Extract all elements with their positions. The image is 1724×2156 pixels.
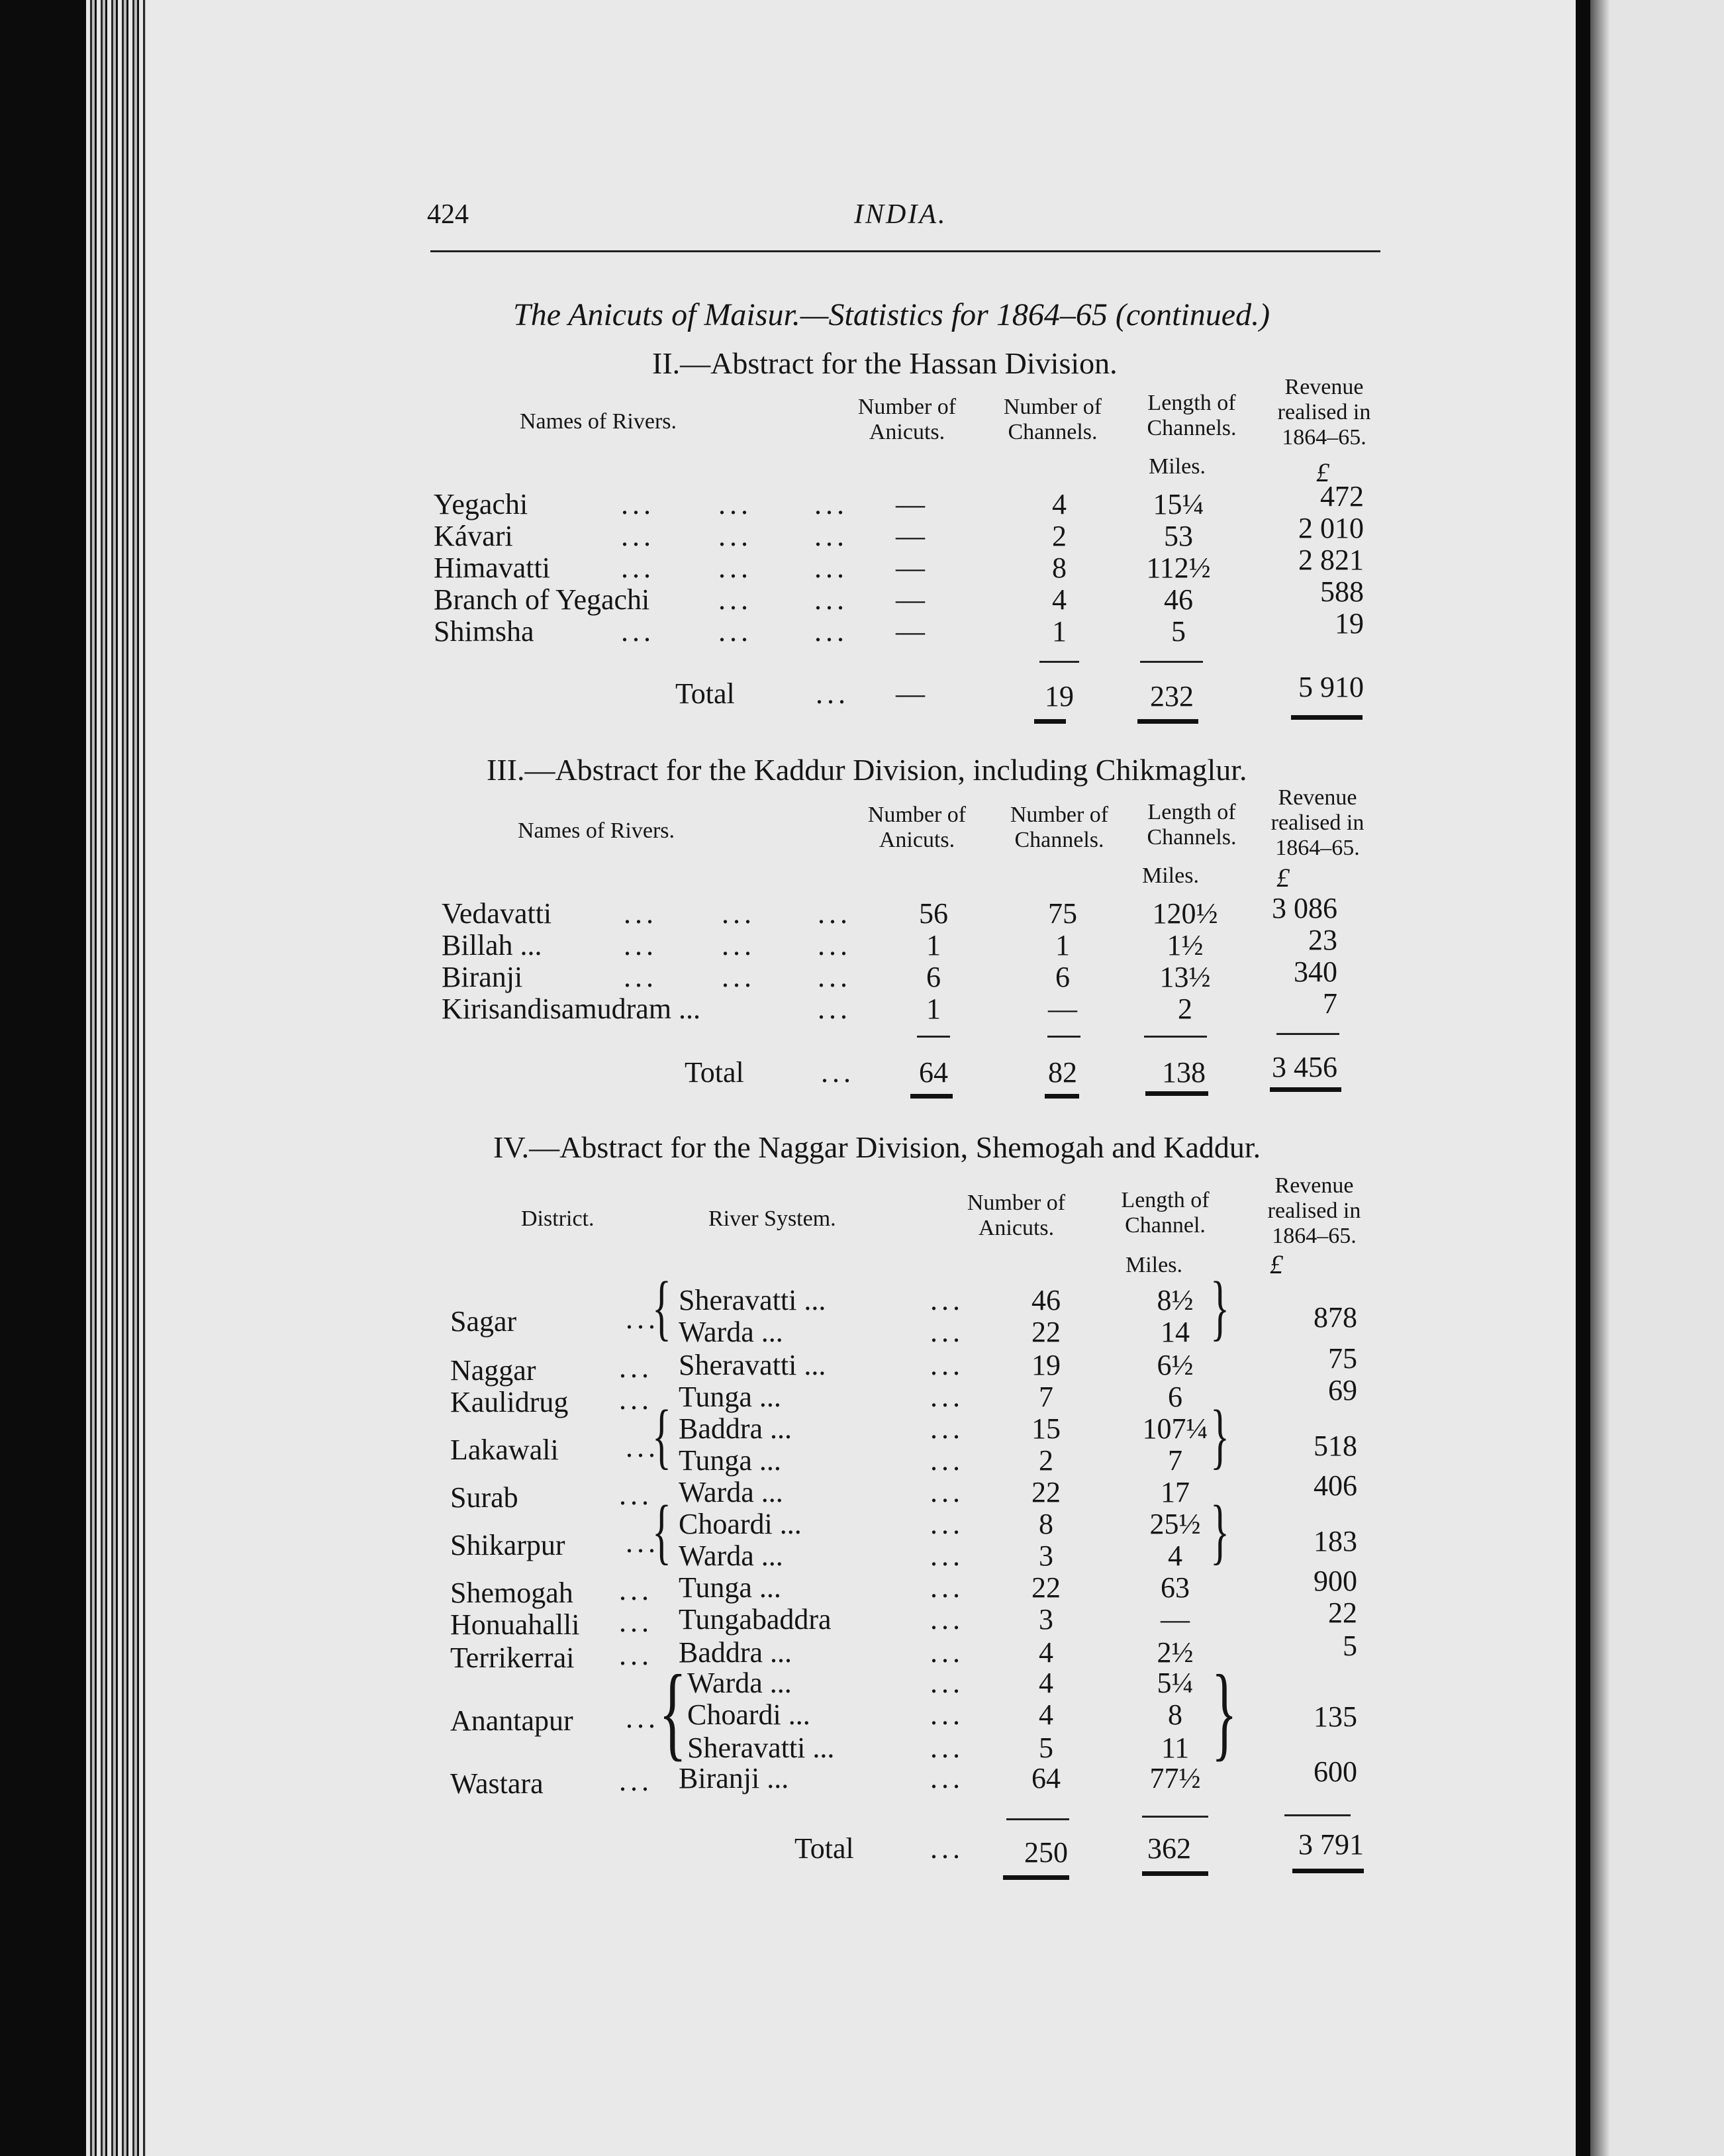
revenue-value: 472 <box>1320 480 1364 513</box>
district-name: Wastara <box>450 1767 544 1800</box>
section3-col-names: Names of Rivers. <box>518 818 675 843</box>
river-system: Baddra ... <box>679 1412 792 1445</box>
section3-total-anicuts: 64 <box>919 1056 948 1089</box>
left-brace: { <box>652 1491 672 1571</box>
section3-rule-anicuts <box>917 1036 950 1038</box>
anicut-count: 22 <box>1031 1316 1061 1348</box>
section2-dbl-channels <box>1034 719 1066 724</box>
river-name: Billah ... <box>442 929 542 961</box>
dot-leader: ... <box>718 488 752 520</box>
channel-length: 77½ <box>1149 1762 1201 1794</box>
right-brace: } <box>1210 1267 1230 1348</box>
anicut-count: — <box>896 520 925 552</box>
section3-col-length: Length of Channels. <box>1147 800 1237 850</box>
dot-leader: ... <box>718 552 752 584</box>
river-system: Tungabaddra <box>679 1603 832 1636</box>
river-name: Branch of Yegachi <box>434 583 650 616</box>
section3-rule-channels <box>1047 1036 1080 1038</box>
section2-col-names: Names of Rivers. <box>520 409 677 434</box>
dot-leader: ... <box>930 1444 964 1477</box>
dot-leader: ... <box>930 1476 964 1508</box>
dot-leader: ... <box>930 1762 964 1794</box>
section3-dbl-length <box>1145 1091 1208 1096</box>
dot-leader: ... <box>626 1526 659 1559</box>
revenue-value: 135 <box>1314 1700 1357 1733</box>
anicut-count: 5 <box>1039 1732 1053 1764</box>
dot-leader: ... <box>621 552 655 584</box>
river-name: Himavatti <box>434 552 550 584</box>
anicut-count: 8 <box>1039 1508 1053 1540</box>
river-system: Warda ... <box>679 1476 783 1508</box>
district-name: Kaulidrug <box>450 1386 569 1418</box>
section4-rule-anicuts <box>1006 1818 1069 1820</box>
channel-length: — <box>1161 1603 1190 1636</box>
section3-dbl-revenue <box>1270 1087 1341 1092</box>
anicut-count: — <box>896 615 925 648</box>
channel-length: 13½ <box>1159 961 1211 993</box>
anicut-count: 64 <box>1031 1762 1061 1794</box>
section2-total-label: Total <box>675 677 735 710</box>
anicut-count: 22 <box>1031 1571 1061 1604</box>
dot-leader: ... <box>619 1479 653 1511</box>
district-name: Surab <box>450 1481 518 1514</box>
dot-leader: ... <box>930 1381 964 1413</box>
revenue-value: 2 010 <box>1298 512 1364 544</box>
dot-leader: ... <box>814 615 848 648</box>
section4-total-label: Total <box>794 1832 854 1865</box>
section4-total-leader: ... <box>930 1832 964 1865</box>
section2-col-channels: Number of Channels. <box>1003 395 1102 444</box>
revenue-value: 878 <box>1314 1301 1357 1334</box>
dot-leader: ... <box>619 1383 653 1416</box>
channel-count: 1 <box>1052 615 1067 648</box>
dot-leader: ... <box>930 1571 964 1604</box>
channel-length: 1½ <box>1167 929 1204 961</box>
dot-leader: ... <box>818 961 851 993</box>
section2-col-length: Length of Channels. <box>1147 391 1237 440</box>
district-name: Terrikerrai <box>450 1642 575 1674</box>
dot-leader: ... <box>626 1702 659 1734</box>
dot-leader: ... <box>722 961 755 993</box>
revenue-value: 2 821 <box>1298 544 1364 576</box>
header-rule <box>430 250 1380 252</box>
district-name: Sagar <box>450 1305 517 1338</box>
revenue-value: 518 <box>1314 1430 1357 1462</box>
river-name: Vedavatti <box>442 897 552 930</box>
section2-dbl-length <box>1137 719 1198 724</box>
section2-total-leader: ... <box>816 677 849 710</box>
dot-leader: ... <box>930 1603 964 1636</box>
anicut-count: 2 <box>1039 1444 1053 1477</box>
river-system: Baddra ... <box>679 1636 792 1669</box>
section4-col-anicuts: Number of Anicuts. <box>967 1191 1066 1240</box>
dot-leader: ... <box>718 583 752 616</box>
river-system: Sheravatti ... <box>679 1349 826 1381</box>
section3-dbl-channels <box>1045 1094 1079 1099</box>
left-brace: { <box>652 1395 672 1476</box>
section3-col-revenue: Revenue realised in 1864–65. <box>1270 785 1365 860</box>
section2-rule-channels <box>1039 661 1079 663</box>
left-brace: { <box>652 1267 672 1348</box>
section3-total-channels: 82 <box>1048 1056 1077 1089</box>
district-name: Naggar <box>450 1354 536 1387</box>
river-name: Biranji <box>442 961 523 993</box>
section4-dbl-revenue <box>1292 1869 1364 1873</box>
revenue-value: 5 <box>1343 1630 1357 1662</box>
section2-total-revenue: 5 910 <box>1298 671 1364 703</box>
district-name: Shemogah <box>450 1577 573 1609</box>
dot-leader: ... <box>814 488 848 520</box>
channel-length: 53 <box>1164 520 1193 552</box>
channel-length: 112½ <box>1146 552 1211 584</box>
river-name: Yegachi <box>434 488 528 520</box>
dot-leader: ... <box>624 929 657 961</box>
river-system: Biranji ... <box>679 1762 789 1794</box>
revenue-value: 3 086 <box>1272 892 1337 924</box>
section2-total-length: 232 <box>1150 680 1194 712</box>
anicut-count: 4 <box>1039 1698 1053 1731</box>
revenue-value: 900 <box>1314 1565 1357 1597</box>
river-name: Kirisandisamudram ... <box>442 993 701 1025</box>
anicut-count: 4 <box>1039 1636 1053 1669</box>
channel-count: 4 <box>1052 583 1067 616</box>
dot-leader: ... <box>930 1667 964 1699</box>
anicut-count: 22 <box>1031 1476 1061 1508</box>
dot-leader: ... <box>930 1636 964 1669</box>
river-name: Kávari <box>434 520 513 552</box>
page-edges <box>86 0 146 2156</box>
anicut-count: 6 <box>926 961 941 993</box>
section4-total-anicuts: 250 <box>1024 1836 1068 1869</box>
channel-length: 4 <box>1168 1540 1182 1572</box>
river-system: Sheravatti ... <box>679 1284 826 1316</box>
section3-total-label: Total <box>685 1056 744 1089</box>
dot-leader: ... <box>619 1351 653 1384</box>
dot-leader: ... <box>624 897 657 930</box>
channel-count: 75 <box>1048 897 1077 930</box>
channel-length: 25½ <box>1149 1508 1201 1540</box>
channel-count: 8 <box>1052 552 1067 584</box>
revenue-value: 22 <box>1328 1596 1357 1629</box>
section2-rule-length <box>1140 661 1203 663</box>
facing-page <box>1590 0 1724 2156</box>
section2-heading: II.—Abstract for the Hassan Division. <box>652 346 1118 380</box>
dot-leader: ... <box>818 993 851 1025</box>
channel-length: 2½ <box>1157 1636 1194 1669</box>
section3-col-channels: Number of Channels. <box>1010 803 1109 852</box>
revenue-value: 75 <box>1328 1342 1357 1375</box>
anicut-count: 19 <box>1031 1349 1061 1381</box>
dot-leader: ... <box>930 1316 964 1348</box>
section3-total-leader: ... <box>821 1056 855 1089</box>
anicut-count: — <box>896 552 925 584</box>
dot-leader: ... <box>818 897 851 930</box>
channel-count: 4 <box>1052 488 1067 520</box>
dot-leader: ... <box>626 1431 659 1463</box>
section2-dbl-revenue <box>1291 715 1363 720</box>
river-system: Warda ... <box>687 1667 792 1699</box>
section4-dbl-length <box>1142 1871 1208 1876</box>
dot-leader: ... <box>930 1698 964 1731</box>
dot-leader: ... <box>621 520 655 552</box>
dot-leader: ... <box>930 1412 964 1445</box>
river-system: Choardi ... <box>687 1698 810 1731</box>
section4-total-length: 362 <box>1147 1832 1191 1865</box>
section2-unit-pound: £ <box>1316 458 1329 487</box>
district-name: Anantapur <box>450 1704 573 1737</box>
section4-dbl-anicuts <box>1003 1875 1069 1880</box>
district-name: Honuahalli <box>450 1608 580 1641</box>
dot-leader: ... <box>619 1639 653 1671</box>
channel-length: 15¼ <box>1153 488 1204 520</box>
district-name: Shikarpur <box>450 1529 565 1561</box>
left-brace: { <box>659 1653 687 1771</box>
anicut-count: 1 <box>926 993 941 1025</box>
dot-leader: ... <box>722 897 755 930</box>
anicut-count: — <box>896 583 925 616</box>
channel-length: 6½ <box>1157 1349 1194 1381</box>
channel-length: 2 <box>1178 993 1192 1025</box>
revenue-value: 406 <box>1314 1469 1357 1502</box>
channel-length: 63 <box>1161 1571 1190 1604</box>
dot-leader: ... <box>619 1574 653 1606</box>
anicut-count: — <box>896 488 925 520</box>
channel-length: 5¼ <box>1157 1667 1194 1699</box>
channel-length: 8½ <box>1157 1284 1194 1316</box>
section3-total-revenue: 3 456 <box>1272 1051 1337 1083</box>
section3-total-length: 138 <box>1162 1056 1206 1089</box>
facing-page-shadow <box>1590 0 1610 2156</box>
anicut-count: 3 <box>1039 1603 1053 1636</box>
channel-length: 120½ <box>1152 897 1218 930</box>
book-gutter <box>1576 0 1590 2156</box>
section2-total-channels: 19 <box>1045 680 1074 712</box>
dot-leader: ... <box>818 929 851 961</box>
river-system: Tunga ... <box>679 1571 781 1604</box>
section4-rule-revenue <box>1284 1814 1351 1816</box>
anicut-count: 46 <box>1031 1284 1061 1316</box>
section3-rule-length <box>1144 1036 1207 1038</box>
dot-leader: ... <box>621 615 655 648</box>
section4-col-district: District. <box>521 1206 595 1231</box>
dot-leader: ... <box>621 488 655 520</box>
channel-length: 11 <box>1161 1732 1190 1764</box>
dot-leader: ... <box>619 1606 653 1638</box>
running-title: INDIA. <box>854 199 947 230</box>
channel-length: 17 <box>1161 1476 1190 1508</box>
section4-unit-pound: £ <box>1270 1250 1283 1279</box>
revenue-value: 600 <box>1314 1755 1357 1788</box>
section3-rule-revenue <box>1276 1033 1339 1035</box>
channel-length: 8 <box>1168 1698 1182 1731</box>
anicut-count: 7 <box>1039 1381 1053 1413</box>
right-brace: } <box>1210 1395 1230 1476</box>
revenue-value: 183 <box>1314 1525 1357 1557</box>
dot-leader: ... <box>626 1302 659 1335</box>
anicut-count: 1 <box>926 929 941 961</box>
dot-leader: ... <box>930 1349 964 1381</box>
channel-length: 6 <box>1168 1381 1182 1413</box>
channel-count: — <box>1048 993 1077 1025</box>
book-edge <box>0 0 86 2156</box>
dot-leader: ... <box>624 961 657 993</box>
channel-count: 6 <box>1055 961 1070 993</box>
section3-heading: III.—Abstract for the Kaddur Division, including Chikmaglur. <box>487 753 1247 787</box>
section2-unit-miles: Miles. <box>1149 454 1206 479</box>
revenue-value: 69 <box>1328 1374 1357 1406</box>
section3-col-anicuts: Number of Anicuts. <box>867 803 967 852</box>
dot-leader: ... <box>718 615 752 648</box>
revenue-value: 340 <box>1294 956 1337 988</box>
river-system: Choardi ... <box>679 1508 802 1540</box>
channel-length: 14 <box>1161 1316 1190 1348</box>
dot-leader: ... <box>814 583 848 616</box>
channel-length: 5 <box>1171 615 1186 648</box>
anicut-count: 56 <box>919 897 948 930</box>
section2-col-anicuts: Number of Anicuts. <box>857 395 957 444</box>
section4-rule-length <box>1142 1816 1208 1818</box>
channel-count: 1 <box>1055 929 1070 961</box>
dot-leader: ... <box>814 520 848 552</box>
section4-col-revenue: Revenue realised in 1864–65. <box>1267 1173 1361 1248</box>
river-system: Tunga ... <box>679 1381 781 1413</box>
dot-leader: ... <box>930 1508 964 1540</box>
dot-leader: ... <box>930 1284 964 1316</box>
river-system: Warda ... <box>679 1316 783 1348</box>
dot-leader: ... <box>619 1765 653 1797</box>
dot-leader: ... <box>814 552 848 584</box>
section2-total-anicuts: — <box>896 677 925 710</box>
anicut-count: 15 <box>1031 1412 1061 1445</box>
right-brace: } <box>1212 1653 1237 1771</box>
dot-leader: ... <box>930 1540 964 1572</box>
section2-col-revenue: Revenue realised in 1864–65. <box>1277 375 1371 450</box>
river-system: Sheravatti ... <box>687 1732 835 1764</box>
page-number: 424 <box>427 199 469 230</box>
anicut-count: 3 <box>1039 1540 1053 1572</box>
dot-leader: ... <box>722 929 755 961</box>
section4-unit-miles: Miles. <box>1125 1253 1182 1277</box>
channel-length: 46 <box>1164 583 1193 616</box>
right-brace: } <box>1210 1491 1230 1571</box>
section3-dbl-anicuts <box>910 1094 953 1099</box>
dot-leader: ... <box>718 520 752 552</box>
dot-leader: ... <box>930 1732 964 1764</box>
anicut-count: 4 <box>1039 1667 1053 1699</box>
revenue-value: 23 <box>1308 924 1337 956</box>
river-system: Tunga ... <box>679 1444 781 1477</box>
river-system: Warda ... <box>679 1540 783 1572</box>
section3-unit-pound: £ <box>1276 863 1290 893</box>
section4-heading: IV.—Abstract for the Naggar Division, Shemogah and Kaddur. <box>493 1130 1261 1164</box>
section4-col-river: River System. <box>708 1206 836 1231</box>
revenue-value: 7 <box>1323 987 1337 1020</box>
page-title: The Anicuts of Maisur.—Statistics for 1864–65 (continued.) <box>513 297 1270 332</box>
channel-count: 2 <box>1052 520 1067 552</box>
channel-length: 107¼ <box>1142 1412 1208 1445</box>
section4-total-revenue: 3 791 <box>1298 1828 1364 1861</box>
channel-length: 7 <box>1168 1444 1182 1477</box>
river-name: Shimsha <box>434 615 534 648</box>
section4-col-length: Length of Channel. <box>1121 1188 1210 1238</box>
district-name: Lakawali <box>450 1434 559 1466</box>
revenue-value: 19 <box>1335 607 1364 640</box>
revenue-value: 588 <box>1320 575 1364 608</box>
section3-unit-miles: Miles. <box>1142 863 1199 888</box>
